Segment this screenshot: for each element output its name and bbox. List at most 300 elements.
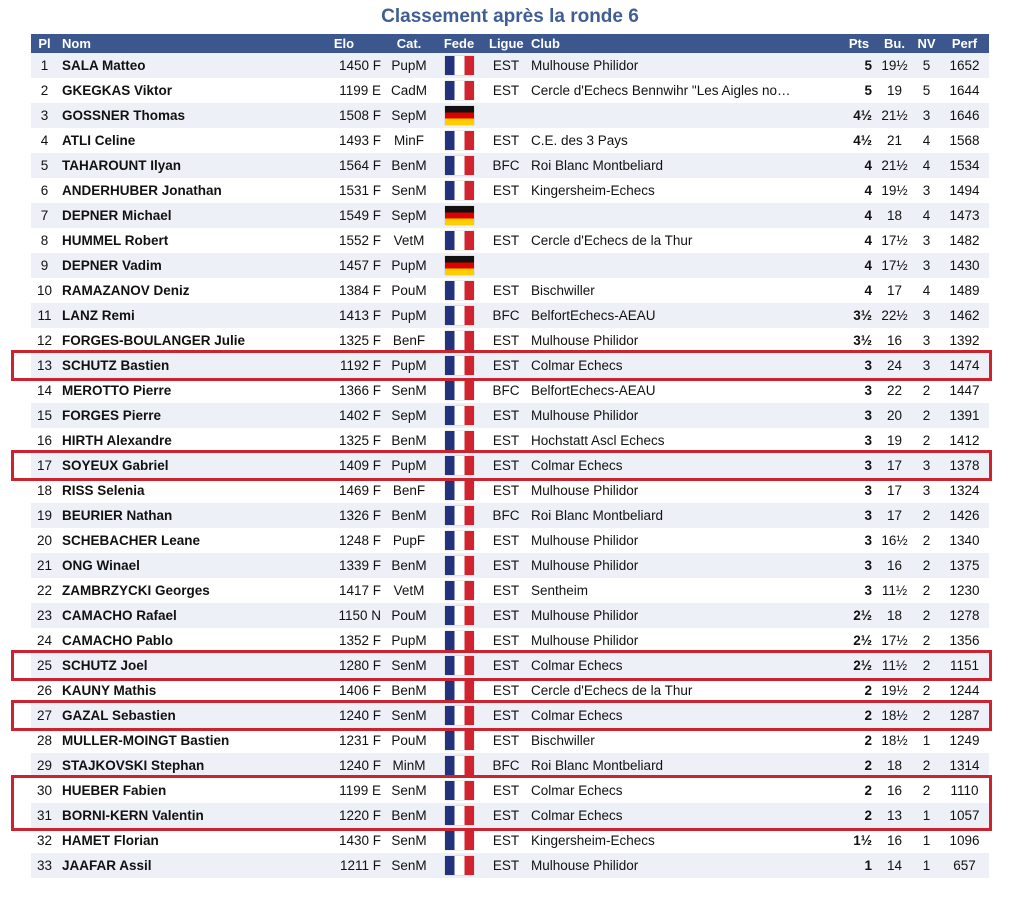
club-cell[interactable]: Bischwiller bbox=[527, 728, 842, 753]
player-name[interactable]: ZAMBRZYCKI Georges bbox=[58, 578, 303, 603]
france-flag-icon bbox=[445, 456, 474, 475]
category-cell: BenF bbox=[385, 328, 433, 353]
player-name[interactable]: ONG Winael bbox=[58, 553, 303, 578]
category-cell: SenM bbox=[385, 778, 433, 803]
elo-cell: 1366 F bbox=[303, 378, 385, 403]
elo-cell: 1220 F bbox=[303, 803, 385, 828]
league-cell: EST bbox=[485, 528, 527, 553]
rank-cell: 31 bbox=[31, 803, 58, 828]
federation-cell bbox=[433, 578, 485, 603]
club-cell[interactable]: Cercle d'Echecs de la Thur bbox=[527, 678, 842, 703]
federation-cell bbox=[433, 603, 485, 628]
player-name[interactable]: ATLI Celine bbox=[58, 128, 303, 153]
table-row[interactable] bbox=[31, 653, 989, 678]
table-row[interactable] bbox=[31, 403, 989, 428]
rank-cell: 12 bbox=[31, 328, 58, 353]
category-cell: BenM bbox=[385, 553, 433, 578]
buchholz-cell: 16 bbox=[876, 328, 913, 353]
table-row[interactable] bbox=[31, 128, 989, 153]
table-row[interactable] bbox=[31, 503, 989, 528]
performance-cell: 1287 bbox=[940, 703, 989, 728]
league-cell: EST bbox=[485, 278, 527, 303]
nv-cell: 3 bbox=[913, 478, 940, 503]
player-name[interactable]: LANZ Remi bbox=[58, 303, 303, 328]
rank-cell: 17 bbox=[31, 453, 58, 478]
france-flag-icon bbox=[445, 81, 474, 100]
rank-cell: 24 bbox=[31, 628, 58, 653]
performance-cell: 1324 bbox=[940, 478, 989, 503]
buchholz-cell: 19 bbox=[876, 78, 913, 103]
france-flag-icon bbox=[445, 431, 474, 450]
nv-cell: 2 bbox=[913, 503, 940, 528]
buchholz-cell: 18 bbox=[876, 203, 913, 228]
category-cell: PupM bbox=[385, 628, 433, 653]
nv-cell: 2 bbox=[913, 628, 940, 653]
player-name[interactable]: STAJKOVSKI Stephan bbox=[58, 753, 303, 778]
performance-cell: 1474 bbox=[940, 353, 989, 378]
france-flag-icon bbox=[445, 181, 474, 200]
table-row[interactable] bbox=[31, 328, 989, 353]
page-title: Classement après la ronde 6 bbox=[381, 6, 639, 27]
table-row[interactable] bbox=[31, 603, 989, 628]
buchholz-cell: 21½ bbox=[876, 153, 913, 178]
club-cell[interactable]: Cercle d'Echecs de la Thur bbox=[527, 228, 842, 253]
buchholz-cell: 17½ bbox=[876, 228, 913, 253]
performance-cell: 1096 bbox=[940, 828, 989, 853]
nv-cell: 1 bbox=[913, 803, 940, 828]
club-cell[interactable]: Mulhouse Philidor bbox=[527, 603, 842, 628]
buchholz-cell: 17 bbox=[876, 278, 913, 303]
club-cell[interactable]: Mulhouse Philidor bbox=[527, 553, 842, 578]
category-cell: SenM bbox=[385, 653, 433, 678]
buchholz-cell: 19½ bbox=[876, 53, 913, 78]
nv-cell: 3 bbox=[913, 228, 940, 253]
player-name[interactable]: HAMET Florian bbox=[58, 828, 303, 853]
nv-cell: 2 bbox=[913, 778, 940, 803]
club-cell[interactable]: Kingersheim-Echecs bbox=[527, 178, 842, 203]
buchholz-cell: 19½ bbox=[876, 678, 913, 703]
player-name[interactable]: FORGES-BOULANGER Julie bbox=[58, 328, 303, 353]
league-cell: BFC bbox=[485, 303, 527, 328]
category-cell: BenM bbox=[385, 153, 433, 178]
table-row[interactable] bbox=[31, 153, 989, 178]
points-cell: 2 bbox=[842, 703, 876, 728]
federation-cell bbox=[433, 528, 485, 553]
player-name[interactable]: JAAFAR Assil bbox=[58, 853, 303, 878]
france-flag-icon bbox=[445, 356, 474, 375]
player-name[interactable]: SCHUTZ Bastien bbox=[58, 353, 303, 378]
table-row[interactable] bbox=[31, 253, 989, 278]
category-cell: SenM bbox=[385, 853, 433, 878]
col-header-nv[interactable]: NV bbox=[913, 34, 940, 53]
rank-cell: 11 bbox=[31, 303, 58, 328]
points-cell: 4½ bbox=[842, 103, 876, 128]
federation-cell bbox=[433, 253, 485, 278]
points-cell: 3½ bbox=[842, 328, 876, 353]
club-cell[interactable]: Mulhouse Philidor bbox=[527, 403, 842, 428]
col-header-elo[interactable]: Elo bbox=[303, 34, 385, 53]
rank-cell: 33 bbox=[31, 853, 58, 878]
elo-cell: 1240 F bbox=[303, 703, 385, 728]
col-header-nom[interactable]: Nom bbox=[58, 34, 303, 53]
category-cell: PouM bbox=[385, 278, 433, 303]
category-cell: PupM bbox=[385, 453, 433, 478]
table-row[interactable] bbox=[31, 453, 989, 478]
club-cell[interactable]: BelfortEchecs-AEAU bbox=[527, 378, 842, 403]
table-row[interactable] bbox=[31, 828, 989, 853]
federation-cell bbox=[433, 228, 485, 253]
club-cell[interactable]: Mulhouse Philidor bbox=[527, 328, 842, 353]
table-row[interactable] bbox=[31, 528, 989, 553]
club-cell[interactable]: Colmar Echecs bbox=[527, 353, 842, 378]
federation-cell bbox=[433, 353, 485, 378]
federation-cell bbox=[433, 53, 485, 78]
performance-cell: 1430 bbox=[940, 253, 989, 278]
rank-cell: 9 bbox=[31, 253, 58, 278]
elo-cell: 1406 F bbox=[303, 678, 385, 703]
player-name[interactable]: BORNI-KERN Valentin bbox=[58, 803, 303, 828]
federation-cell bbox=[433, 853, 485, 878]
club-cell[interactable]: Roi Blanc Montbeliard bbox=[527, 153, 842, 178]
club-cell[interactable]: C.E. des 3 Pays bbox=[527, 128, 842, 153]
performance-cell: 1391 bbox=[940, 403, 989, 428]
nv-cell: 3 bbox=[913, 303, 940, 328]
league-cell: EST bbox=[485, 78, 527, 103]
table-row[interactable] bbox=[31, 78, 989, 103]
rank-cell: 4 bbox=[31, 128, 58, 153]
category-cell: SenM bbox=[385, 378, 433, 403]
category-cell: VetM bbox=[385, 228, 433, 253]
rank-cell: 13 bbox=[31, 353, 58, 378]
category-cell: MinF bbox=[385, 128, 433, 153]
table-row[interactable] bbox=[31, 553, 989, 578]
player-name[interactable]: GKEGKAS Viktor bbox=[58, 78, 303, 103]
table-row[interactable] bbox=[31, 728, 989, 753]
club-cell[interactable]: BelfortEchecs-AEAU bbox=[527, 303, 842, 328]
buchholz-cell: 11½ bbox=[876, 578, 913, 603]
table-row[interactable] bbox=[31, 428, 989, 453]
performance-cell: 1057 bbox=[940, 803, 989, 828]
buchholz-cell: 17 bbox=[876, 453, 913, 478]
club-cell[interactable]: Mulhouse Philidor bbox=[527, 478, 842, 503]
player-name[interactable]: GOSSNER Thomas bbox=[58, 103, 303, 128]
club-cell[interactable]: Colmar Echecs bbox=[527, 803, 842, 828]
france-flag-icon bbox=[445, 131, 474, 150]
elo-cell: 1409 F bbox=[303, 453, 385, 478]
elo-cell: 1339 F bbox=[303, 553, 385, 578]
rank-cell: 26 bbox=[31, 678, 58, 703]
buchholz-cell: 22 bbox=[876, 378, 913, 403]
performance-cell: 1534 bbox=[940, 153, 989, 178]
league-cell: EST bbox=[485, 328, 527, 353]
elo-cell: 1199 E bbox=[303, 778, 385, 803]
category-cell: SenM bbox=[385, 703, 433, 728]
category-cell: SepM bbox=[385, 103, 433, 128]
nv-cell: 2 bbox=[913, 403, 940, 428]
rank-cell: 25 bbox=[31, 653, 58, 678]
col-header-fede[interactable]: Fede bbox=[433, 34, 485, 53]
club-cell[interactable]: Kingersheim-Echecs bbox=[527, 828, 842, 853]
points-cell: 3 bbox=[842, 353, 876, 378]
player-name[interactable]: CAMACHO Pablo bbox=[58, 628, 303, 653]
club-cell[interactable]: Mulhouse Philidor bbox=[527, 628, 842, 653]
table-row[interactable] bbox=[31, 678, 989, 703]
rank-cell: 5 bbox=[31, 153, 58, 178]
club-cell[interactable]: Roi Blanc Montbeliard bbox=[527, 503, 842, 528]
rank-cell: 21 bbox=[31, 553, 58, 578]
buchholz-cell: 18½ bbox=[876, 728, 913, 753]
club-cell[interactable]: Hochstatt Ascl Echecs bbox=[527, 428, 842, 453]
category-cell: PupM bbox=[385, 53, 433, 78]
performance-cell: 1426 bbox=[940, 503, 989, 528]
player-name[interactable]: DEPNER Vadim bbox=[58, 253, 303, 278]
nv-cell: 2 bbox=[913, 678, 940, 703]
nv-cell: 2 bbox=[913, 428, 940, 453]
france-flag-icon bbox=[445, 781, 474, 800]
france-flag-icon bbox=[445, 731, 474, 750]
player-name[interactable]: BEURIER Nathan bbox=[58, 503, 303, 528]
player-name[interactable]: CAMACHO Rafael bbox=[58, 603, 303, 628]
league-cell: EST bbox=[485, 228, 527, 253]
col-header-pts[interactable]: Pts bbox=[842, 34, 876, 53]
performance-cell: 1482 bbox=[940, 228, 989, 253]
rank-cell: 20 bbox=[31, 528, 58, 553]
federation-cell bbox=[433, 628, 485, 653]
elo-cell: 1326 F bbox=[303, 503, 385, 528]
league-cell: EST bbox=[485, 728, 527, 753]
federation-cell bbox=[433, 753, 485, 778]
col-header-club[interactable]: Club bbox=[527, 34, 842, 53]
table-row[interactable] bbox=[31, 103, 989, 128]
table-row[interactable] bbox=[31, 303, 989, 328]
rank-cell: 6 bbox=[31, 178, 58, 203]
nv-cell: 3 bbox=[913, 253, 940, 278]
nv-cell: 4 bbox=[913, 128, 940, 153]
club-cell[interactable] bbox=[527, 103, 842, 128]
league-cell: EST bbox=[485, 403, 527, 428]
performance-cell: 1646 bbox=[940, 103, 989, 128]
club-cell[interactable]: Mulhouse Philidor bbox=[527, 53, 842, 78]
buchholz-cell: 18 bbox=[876, 753, 913, 778]
table-row[interactable] bbox=[31, 853, 989, 878]
france-flag-icon bbox=[445, 656, 474, 675]
player-name[interactable]: SCHUTZ Joel bbox=[58, 653, 303, 678]
federation-cell bbox=[433, 103, 485, 128]
table-row[interactable] bbox=[31, 778, 989, 803]
points-cell: 3 bbox=[842, 578, 876, 603]
col-header-cat[interactable]: Cat. bbox=[385, 34, 433, 53]
player-name[interactable]: RISS Selenia bbox=[58, 478, 303, 503]
nv-cell: 2 bbox=[913, 578, 940, 603]
col-header-bu[interactable]: Bu. bbox=[876, 34, 913, 53]
category-cell: PupM bbox=[385, 253, 433, 278]
points-cell: 2 bbox=[842, 678, 876, 703]
player-name[interactable]: MEROTTO Pierre bbox=[58, 378, 303, 403]
federation-cell bbox=[433, 653, 485, 678]
club-cell[interactable] bbox=[527, 253, 842, 278]
table-row[interactable] bbox=[31, 53, 989, 78]
performance-cell: 1249 bbox=[940, 728, 989, 753]
buchholz-cell: 17 bbox=[876, 503, 913, 528]
player-name[interactable]: MULLER-MOINGT Bastien bbox=[58, 728, 303, 753]
league-cell: EST bbox=[485, 478, 527, 503]
france-flag-icon bbox=[445, 331, 474, 350]
performance-cell: 1494 bbox=[940, 178, 989, 203]
player-name[interactable]: SOYEUX Gabriel bbox=[58, 453, 303, 478]
points-cell: 1½ bbox=[842, 828, 876, 853]
table-row[interactable] bbox=[31, 803, 989, 828]
rank-cell: 16 bbox=[31, 428, 58, 453]
club-cell[interactable]: Colmar Echecs bbox=[527, 703, 842, 728]
france-flag-icon bbox=[445, 706, 474, 725]
points-cell: 5 bbox=[842, 78, 876, 103]
nv-cell: 2 bbox=[913, 603, 940, 628]
league-cell: EST bbox=[485, 603, 527, 628]
france-flag-icon bbox=[445, 856, 474, 875]
france-flag-icon bbox=[445, 281, 474, 300]
category-cell: BenM bbox=[385, 428, 433, 453]
france-flag-icon bbox=[445, 306, 474, 325]
league-cell: EST bbox=[485, 428, 527, 453]
league-cell: EST bbox=[485, 803, 527, 828]
player-name[interactable]: ANDERHUBER Jonathan bbox=[58, 178, 303, 203]
elo-cell: 1280 F bbox=[303, 653, 385, 678]
club-cell[interactable]: Mulhouse Philidor bbox=[527, 528, 842, 553]
league-cell: EST bbox=[485, 178, 527, 203]
federation-cell bbox=[433, 378, 485, 403]
points-cell: 4 bbox=[842, 153, 876, 178]
points-cell: 3½ bbox=[842, 303, 876, 328]
club-cell[interactable]: Roi Blanc Montbeliard bbox=[527, 753, 842, 778]
player-name[interactable]: KAUNY Mathis bbox=[58, 678, 303, 703]
table-row[interactable] bbox=[31, 203, 989, 228]
player-name[interactable]: FORGES Pierre bbox=[58, 403, 303, 428]
points-cell: 2½ bbox=[842, 628, 876, 653]
nv-cell: 1 bbox=[913, 853, 940, 878]
table-row[interactable] bbox=[31, 478, 989, 503]
club-cell[interactable]: Colmar Echecs bbox=[527, 453, 842, 478]
nv-cell: 5 bbox=[913, 78, 940, 103]
elo-cell: 1248 F bbox=[303, 528, 385, 553]
rank-cell: 14 bbox=[31, 378, 58, 403]
elo-cell: 1325 F bbox=[303, 328, 385, 353]
nv-cell: 3 bbox=[913, 103, 940, 128]
buchholz-cell: 17½ bbox=[876, 628, 913, 653]
federation-cell bbox=[433, 703, 485, 728]
club-cell[interactable] bbox=[527, 203, 842, 228]
france-flag-icon bbox=[445, 231, 474, 250]
club-cell[interactable]: Cercle d'Echecs Bennwihr "Les Aigles no… bbox=[527, 78, 842, 103]
club-cell[interactable]: Colmar Echecs bbox=[527, 653, 842, 678]
france-flag-icon bbox=[445, 56, 474, 75]
nv-cell: 3 bbox=[913, 328, 940, 353]
buchholz-cell: 19 bbox=[876, 428, 913, 453]
table-row[interactable] bbox=[31, 278, 989, 303]
club-cell[interactable]: Mulhouse Philidor bbox=[527, 853, 842, 878]
player-name[interactable]: DEPNER Michael bbox=[58, 203, 303, 228]
performance-cell: 1314 bbox=[940, 753, 989, 778]
nv-cell: 4 bbox=[913, 153, 940, 178]
buchholz-cell: 16½ bbox=[876, 528, 913, 553]
performance-cell: 1462 bbox=[940, 303, 989, 328]
france-flag-icon bbox=[445, 681, 474, 700]
player-name[interactable]: RAMAZANOV Deniz bbox=[58, 278, 303, 303]
performance-cell: 1568 bbox=[940, 128, 989, 153]
player-name[interactable]: SCHEBACHER Leane bbox=[58, 528, 303, 553]
table-row[interactable] bbox=[31, 378, 989, 403]
col-header-ligue[interactable]: Ligue bbox=[485, 34, 527, 53]
buchholz-cell: 20 bbox=[876, 403, 913, 428]
col-header-pl[interactable]: Pl bbox=[31, 34, 58, 53]
club-cell[interactable]: Sentheim bbox=[527, 578, 842, 603]
nv-cell: 2 bbox=[913, 703, 940, 728]
elo-cell: 1199 E bbox=[303, 78, 385, 103]
rank-cell: 3 bbox=[31, 103, 58, 128]
table-row[interactable] bbox=[31, 628, 989, 653]
league-cell: EST bbox=[485, 653, 527, 678]
player-name[interactable]: SALA Matteo bbox=[58, 53, 303, 78]
france-flag-icon bbox=[445, 381, 474, 400]
league-cell: EST bbox=[485, 703, 527, 728]
points-cell: 3 bbox=[842, 403, 876, 428]
performance-cell: 1412 bbox=[940, 428, 989, 453]
league-cell: EST bbox=[485, 53, 527, 78]
player-name[interactable]: HUMMEL Robert bbox=[58, 228, 303, 253]
nv-cell: 2 bbox=[913, 553, 940, 578]
elo-cell: 1325 F bbox=[303, 428, 385, 453]
points-cell: 4 bbox=[842, 178, 876, 203]
nv-cell: 2 bbox=[913, 653, 940, 678]
france-flag-icon bbox=[445, 756, 474, 775]
player-name[interactable]: GAZAL Sebastien bbox=[58, 703, 303, 728]
col-header-perf[interactable]: Perf bbox=[940, 34, 989, 53]
performance-cell: 1110 bbox=[940, 778, 989, 803]
club-cell[interactable]: Bischwiller bbox=[527, 278, 842, 303]
buchholz-cell: 16 bbox=[876, 828, 913, 853]
player-name[interactable]: HIRTH Alexandre bbox=[58, 428, 303, 453]
france-flag-icon bbox=[445, 531, 474, 550]
france-flag-icon bbox=[445, 556, 474, 575]
player-name[interactable]: TAHAROUNT Ilyan bbox=[58, 153, 303, 178]
table-row[interactable] bbox=[31, 353, 989, 378]
federation-cell bbox=[433, 128, 485, 153]
points-cell: 2 bbox=[842, 753, 876, 778]
points-cell: 5 bbox=[842, 53, 876, 78]
germany-flag-icon bbox=[445, 206, 474, 225]
france-flag-icon bbox=[445, 831, 474, 850]
table-row[interactable] bbox=[31, 703, 989, 728]
table-row[interactable] bbox=[31, 753, 989, 778]
player-name[interactable]: HUEBER Fabien bbox=[58, 778, 303, 803]
points-cell: 3 bbox=[842, 553, 876, 578]
elo-cell: 1240 F bbox=[303, 753, 385, 778]
elo-cell: 1450 F bbox=[303, 53, 385, 78]
table-row[interactable] bbox=[31, 578, 989, 603]
points-cell: 4½ bbox=[842, 128, 876, 153]
performance-cell: 1644 bbox=[940, 78, 989, 103]
table-row[interactable] bbox=[31, 228, 989, 253]
category-cell: MinM bbox=[385, 753, 433, 778]
club-cell[interactable]: Colmar Echecs bbox=[527, 778, 842, 803]
elo-cell: 1457 F bbox=[303, 253, 385, 278]
federation-cell bbox=[433, 503, 485, 528]
points-cell: 3 bbox=[842, 453, 876, 478]
header-row bbox=[31, 34, 989, 53]
rank-cell: 15 bbox=[31, 403, 58, 428]
performance-cell: 1392 bbox=[940, 328, 989, 353]
rank-cell: 23 bbox=[31, 603, 58, 628]
table-row[interactable] bbox=[31, 178, 989, 203]
